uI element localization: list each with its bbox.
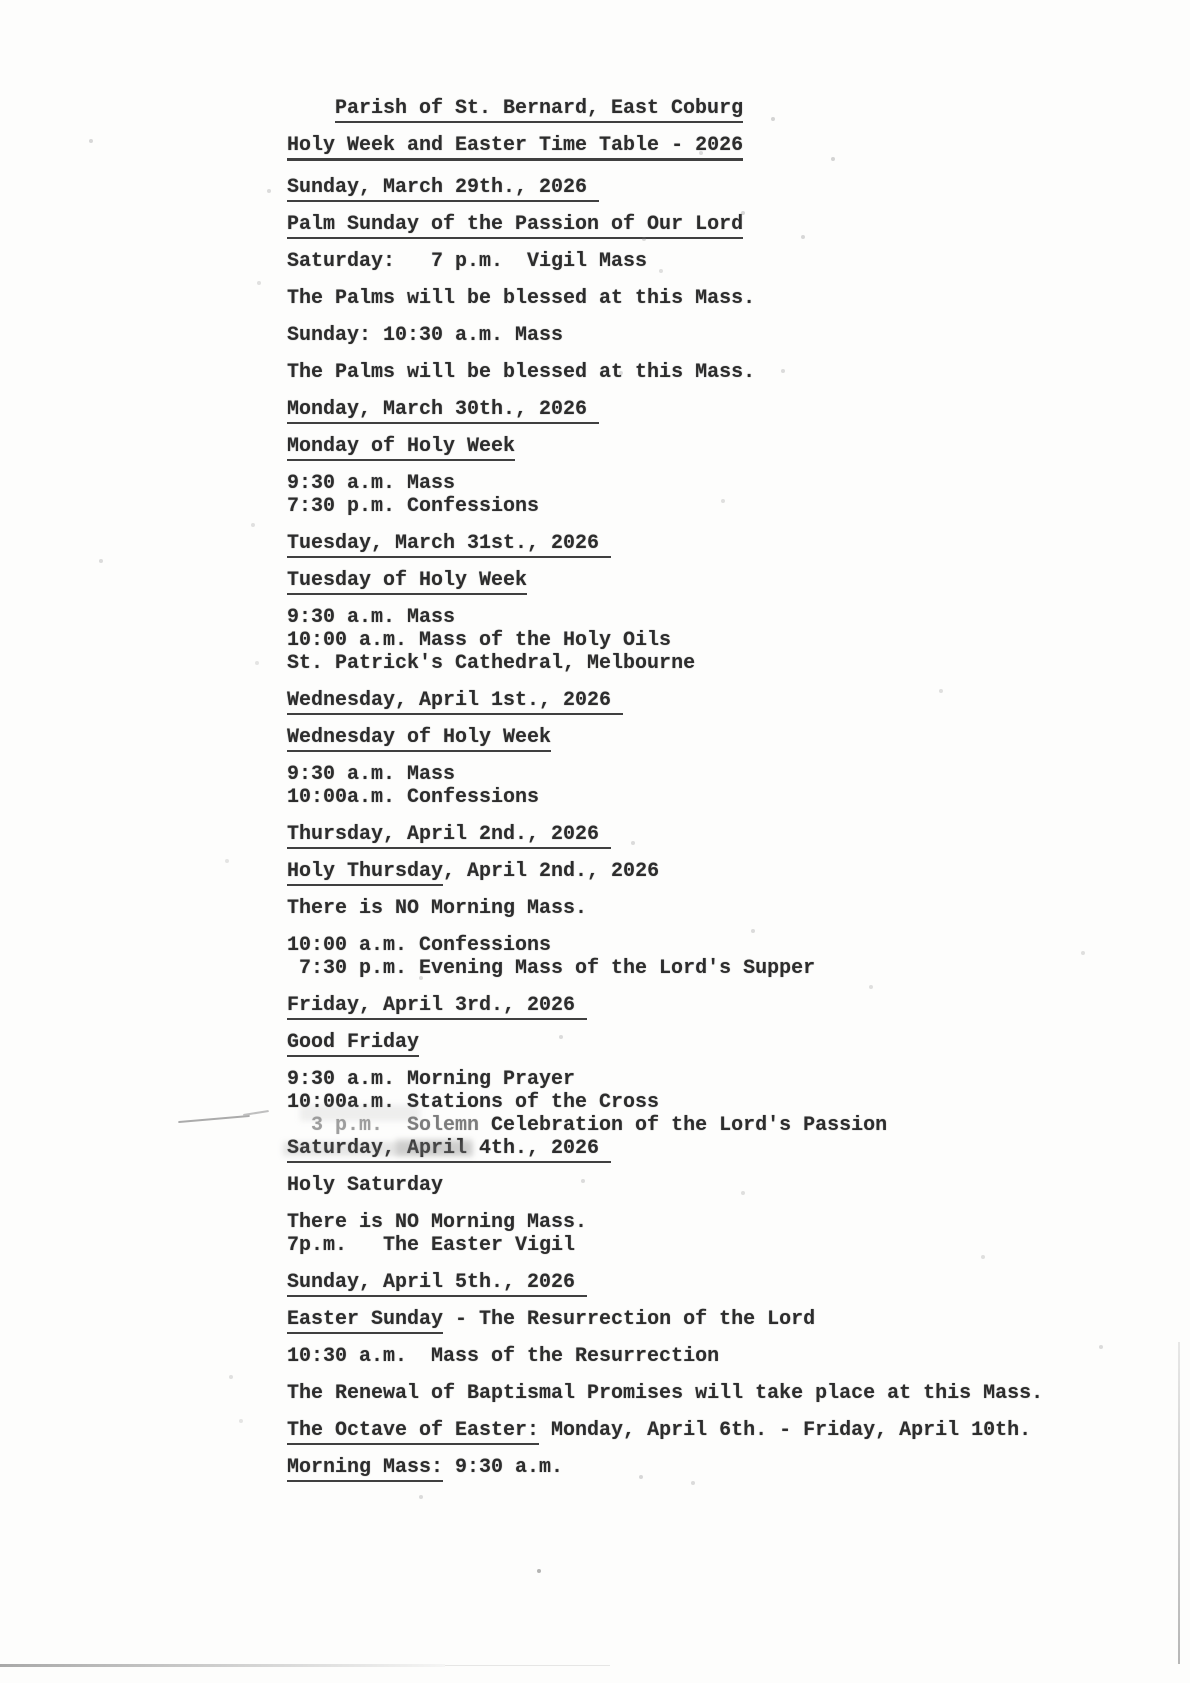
- date-heading: [287, 176, 1043, 199]
- date-heading: [287, 398, 1043, 421]
- title-line: [335, 97, 1043, 120]
- feast-heading: [287, 569, 1043, 592]
- schedule-line: [311, 1114, 1043, 1137]
- note-line: [287, 897, 1043, 920]
- text-segment: Monday, April 6th. - Friday, April 10th.: [539, 1419, 1032, 1442]
- subtitle-line: [287, 134, 1043, 157]
- note-line: [287, 287, 1043, 310]
- text-segment: , April 2nd., 2026: [443, 860, 660, 883]
- underlined-text: Good Friday: [287, 1031, 419, 1057]
- text-segment: 3 p.m.: [311, 1114, 384, 1137]
- text-segment: There is NO Morning Mass.: [287, 1211, 588, 1234]
- text-segment: Solemn: [383, 1114, 480, 1137]
- note-line: [287, 1211, 1043, 1234]
- text-segment: The Palms will be blessed at this Mass.: [287, 287, 756, 310]
- pencil-mark: [178, 1115, 250, 1123]
- underlined-text: Monday, March 30th., 2026: [287, 398, 599, 424]
- text-segment: 10:00 a.m. Mass of the Holy Oils: [287, 629, 672, 652]
- feast-heading: [287, 860, 1043, 883]
- feast-heading: [287, 435, 1043, 458]
- schedule-line: [299, 957, 1043, 980]
- schedule-line: [287, 1456, 1043, 1479]
- schedule-line: [287, 1091, 1043, 1114]
- underlined-text: Wednesday, April 1st., 2026: [287, 689, 623, 715]
- text-segment: 7:30 p.m. Confessions: [287, 495, 540, 518]
- schedule-line: [287, 763, 1043, 786]
- underlined-text: Monday of Holy Week: [287, 435, 515, 461]
- text-segment: The Renewal of Baptismal Promises will take place at this Mass.: [287, 1382, 1044, 1405]
- underlined-text: Tuesday, March 31st., 2026: [287, 532, 611, 558]
- underlined-text: Sunday, April 5th., 2026: [287, 1271, 587, 1297]
- text-segment: 9:30 a.m. Mass: [287, 472, 456, 495]
- schedule-line: [287, 1068, 1043, 1091]
- text-segment: Sunday: 10:30 a.m. Mass: [287, 324, 564, 347]
- text-segment: 7:30 p.m. Evening Mass of the Lord's Supper: [299, 957, 816, 980]
- schedule-line: [287, 1345, 1043, 1368]
- scan-speckles: [0, 0, 2, 2]
- date-heading: [287, 823, 1043, 846]
- feast-heading: [287, 1031, 1043, 1054]
- note-line: [287, 1382, 1043, 1405]
- text-segment: 10:00a.m. Stations of the Cross: [287, 1091, 660, 1114]
- schedule-line: [287, 606, 1043, 629]
- schedule-line: [287, 324, 1043, 347]
- feast-heading: [287, 726, 1043, 749]
- schedule-line: [287, 495, 1043, 518]
- document-content: [287, 97, 1043, 1479]
- text-segment: 10:00a.m. Confessions: [287, 786, 540, 809]
- date-heading: [287, 532, 1043, 555]
- schedule-line: [287, 786, 1043, 809]
- text-segment: 9:30 a.m. Mass: [287, 606, 456, 629]
- feast-heading: [287, 213, 1043, 236]
- scan-edge-right: [1178, 1342, 1180, 1664]
- text-segment: 9:30 a.m. Morning Prayer: [287, 1068, 576, 1091]
- underlined-text: Wednesday of Holy Week: [287, 726, 551, 752]
- schedule-line: [287, 250, 1043, 273]
- text-segment: The Palms will be blessed at this Mass.: [287, 361, 756, 384]
- underlined-text: Easter Sunday: [287, 1308, 443, 1334]
- schedule-line: [287, 652, 1043, 675]
- schedule-line: [287, 1234, 1043, 1257]
- schedule-line: [287, 472, 1043, 495]
- underlined-text: Friday, April 3rd., 2026: [287, 994, 587, 1020]
- date-heading: [287, 1271, 1043, 1294]
- date-heading: [287, 689, 1043, 712]
- date-heading: [287, 1137, 1043, 1160]
- text-segment: - The Resurrection of the Lord: [443, 1308, 816, 1331]
- underlined-text: Morning Mass:: [287, 1456, 443, 1482]
- underlined-text: Sunday, March 29th., 2026: [287, 176, 599, 202]
- scan-edge-bottom-2: [445, 1665, 610, 1666]
- feast-heading: [287, 1308, 1043, 1331]
- text-segment: There is NO Morning Mass.: [287, 897, 588, 920]
- text-segment: 10:00 a.m. Confessions: [287, 934, 552, 957]
- underlined-text: Thursday, April 2nd., 2026: [287, 823, 611, 849]
- note-line: [287, 1419, 1043, 1442]
- text-segment: 9:30 a.m.: [443, 1456, 564, 1479]
- feast-heading: [287, 1174, 1043, 1197]
- note-line: [287, 361, 1043, 384]
- underlined-text: Saturday, April 4th., 2026: [287, 1137, 611, 1163]
- date-heading: [287, 994, 1043, 1017]
- pencil-mark-small: [243, 1110, 269, 1116]
- underlined-text: Holy Thursday: [287, 860, 443, 886]
- scan-edge-bottom: [0, 1664, 445, 1667]
- schedule-line: [287, 629, 1043, 652]
- underlined-text: The Octave of Easter:: [287, 1419, 539, 1445]
- underlined-text: Palm Sunday of the Passion of Our Lord: [287, 213, 743, 239]
- text-segment: 9:30 a.m. Mass: [287, 763, 456, 786]
- text-segment: St. Patrick's Cathedral, Melbourne: [287, 652, 696, 675]
- text-segment: 7p.m. The Easter Vigil: [287, 1234, 576, 1257]
- underlined-text: Parish of St. Bernard, East Coburg: [335, 97, 743, 123]
- underlined-text: Tuesday of Holy Week: [287, 569, 527, 595]
- underlined-text: Holy Week and Easter Time Table - 2026: [287, 134, 743, 161]
- text-segment: Holy Saturday: [287, 1174, 444, 1197]
- text-segment: Celebration of the Lord's Passion: [479, 1114, 888, 1137]
- text-segment: Saturday: 7 p.m. Vigil Mass: [287, 250, 648, 273]
- text-segment: 10:30 a.m. Mass of the Resurrection: [287, 1345, 720, 1368]
- schedule-line: [287, 934, 1043, 957]
